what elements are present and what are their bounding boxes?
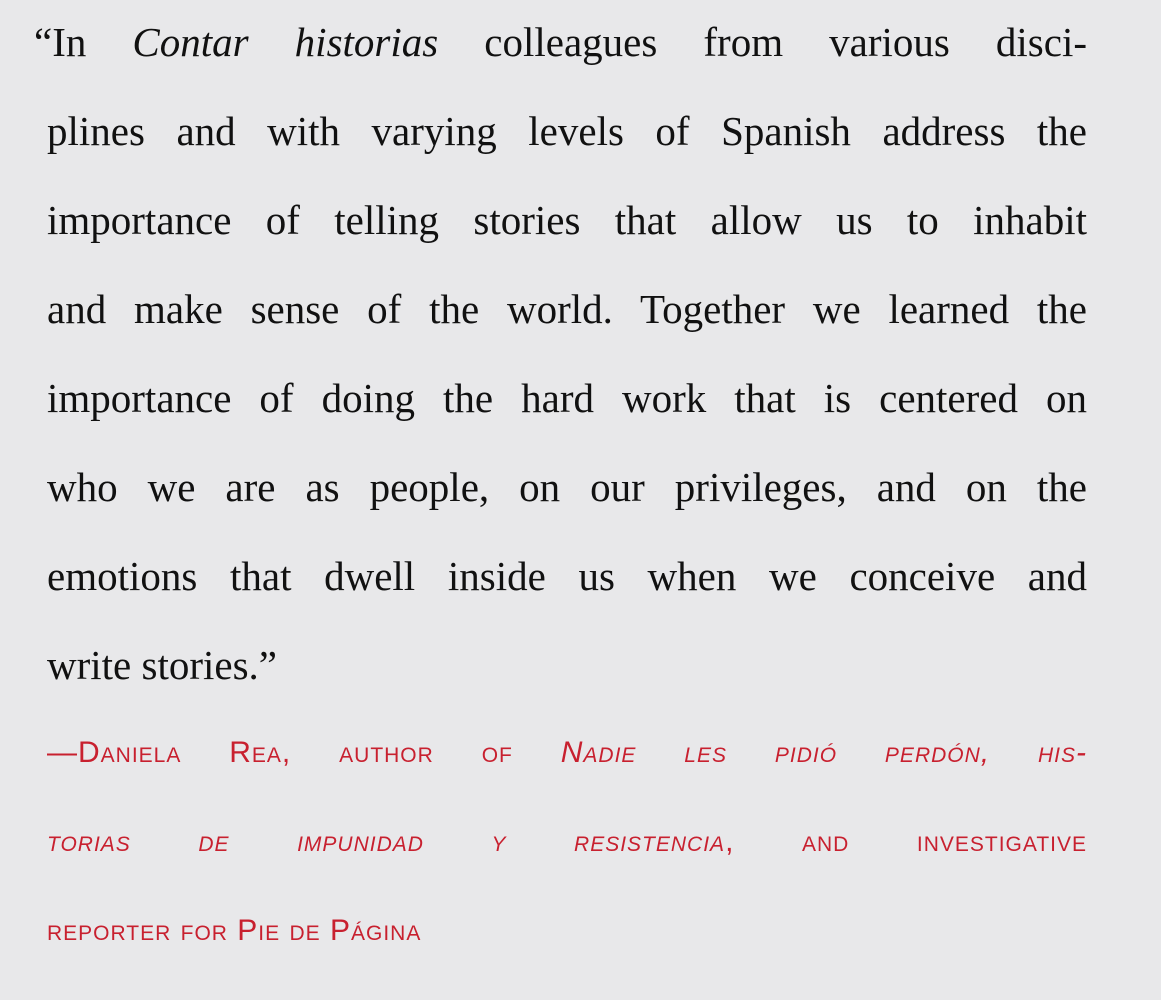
quote-open-text: “In bbox=[34, 19, 133, 65]
quote-line-text: colleagues from various disci- bbox=[438, 19, 1088, 65]
book-title-contar-historias: Contar historias bbox=[132, 19, 439, 65]
attribution-line: reporter for Pie de Página bbox=[47, 914, 422, 947]
quote-attribution bbox=[47, 723, 1087, 990]
attribution-line bbox=[47, 723, 1087, 812]
book-title-nadie-les-pidio-perdon: Nadie les pidió perdón, his- bbox=[560, 736, 1087, 769]
quote-line: who we are as people, on our privileges, and on the bbox=[47, 464, 1087, 510]
attribution-text: , and investigative bbox=[725, 825, 1088, 858]
attribution-author: —Daniela Rea, author of bbox=[47, 736, 561, 769]
quote-line: write stories.” bbox=[47, 642, 277, 688]
quote-line: importance of doing the hard work that is centered on bbox=[47, 375, 1087, 421]
book-title-continued: torias de impunidad y resistencia bbox=[47, 825, 726, 858]
attribution-line bbox=[47, 812, 1087, 901]
quote-line: importance of telling stories that allow us to inhabit bbox=[47, 197, 1087, 243]
quote-line: and make sense of the world. Together we learned the bbox=[47, 286, 1087, 332]
quote-line bbox=[34, 14, 1087, 103]
endorsement-quote bbox=[34, 14, 1088, 726]
quote-line: emotions that dwell inside us when we conceive and bbox=[47, 553, 1087, 599]
quote-line: plines and with varying levels of Spanish address the bbox=[47, 108, 1087, 154]
